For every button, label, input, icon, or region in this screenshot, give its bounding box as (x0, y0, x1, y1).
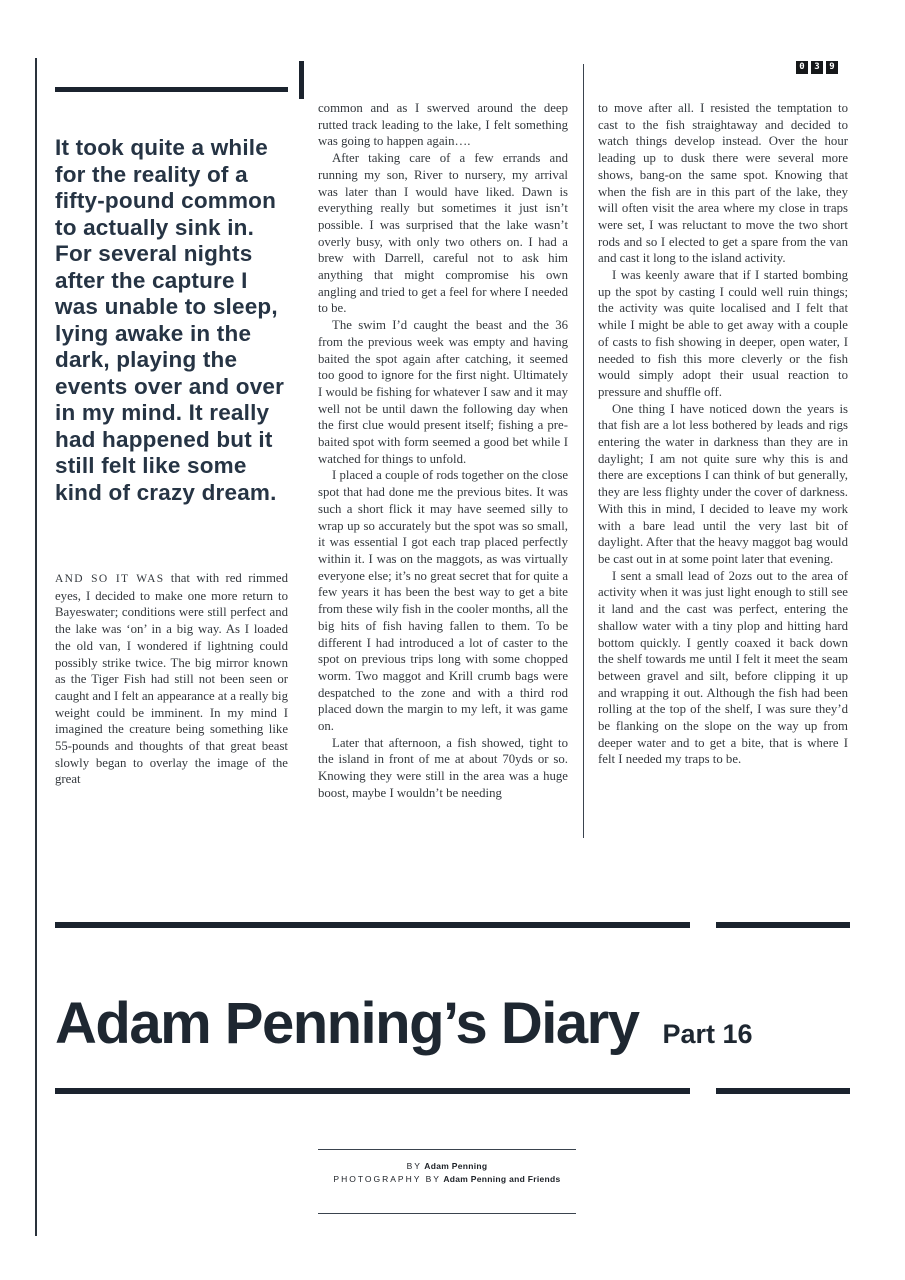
column-divider (583, 64, 584, 838)
byline-bottom-rule (318, 1213, 576, 1214)
right-column (598, 100, 848, 768)
title-bottom-bar-short (716, 1088, 850, 1094)
middle-column (318, 100, 568, 802)
article-paragraph: After taking care of a few errands and running my son, River to nursery, my arrival was later than I would have liked. Dawn is everything really but sometimes it just isn’t possible. I was surprised that the lake wasn’t overly busy, with only two others on. I had a brew with Darrell, careful not to ask him anything that might compromise his own angling and tried to get a feel for where I needed to be. (318, 151, 568, 316)
author-name: Adam Penning (424, 1161, 488, 1171)
title-bottom-bar-long (55, 1088, 690, 1094)
byline-top-rule (318, 1149, 576, 1150)
paragraph-text: that with red rimmed eyes, I decided to make one more return to Bayeswater; conditions were still perfect and the lake was ‘on’ in a big way. As I loaded the old van, I wondered if lightning could possibly strike twice. The big mirror known as the Tiger Fish had still not been seen or caught and I felt an appearance at a really big weight could be imminent. In my mind I imagined the creature being something like 55-pounds and thoughts of that great beast slowly began to overlay the image of the great (55, 571, 288, 787)
left-margin-rule (35, 58, 37, 1236)
article-paragraph: common and as I swerved around the deep rutted track leading to the lake, I felt something was going to happen again…. (318, 101, 568, 149)
title-top-bar-long (55, 922, 690, 928)
byline-photography (318, 1173, 576, 1186)
byline-block (318, 1160, 576, 1186)
part-label: Part 16 (662, 1019, 753, 1049)
article-paragraph: One thing I have noticed down the years is that fish are a lot less bothered by leads and rigs entering the water in darkness than they are in daylight; I am not quite sure why this is and there are exceptions I can think of but generally, they are less flighty under the cover of darkness. With this in mind, I decided to leave my work with a bare lead until the very last bit of daylight. After that the heavy maggot bag would be cast out in at some point later that evening. (598, 401, 848, 566)
article-paragraph: The swim I’d caught the beast and the 36 from the previous week was empty and having baited the spot again after catching, it seemed too good to ignore for the first night. Ultimately I would be fishing for whatever I saw and it may well not be until dawn the following day when the first clue would present itself; fishing a pre-baited spot with form seemed a good bet while I watched for things to unfold. (318, 318, 568, 466)
title-top-bar-short (716, 922, 850, 928)
column-marker-bar (299, 61, 304, 99)
byline-author (318, 1160, 576, 1173)
by-label: BY (406, 1161, 422, 1171)
pull-quote-top-bar (55, 87, 288, 92)
title-block (55, 991, 855, 1056)
article-title: Adam Penning’s Diary (55, 991, 639, 1056)
article-paragraph-lead (55, 570, 288, 788)
article-paragraph: to move after all. I resisted the temptation to cast to the fish straightaway and decided to watch things develop instead. Over the hour leading up to dusk there were several more shows, bang-on the same spot. Knowing that when the fish are in this part of the lake, they will often visit the area where my close in traps were set, I was reluctant to move the two short rods and so I elected to get a spare from the van and cast it long to the island activity. (598, 101, 848, 266)
article-paragraph: I sent a small lead of 2ozs out to the area of activity when it was just light enough to still see it land and the cast was perfect, entering the shallow water with a tiny plop and hitting hard bottom quickly. I gently coaxed it back down the shelf towards me until I felt it meet the seam between gravel and silt, before clipping it up and wrapping it out. Although the fish had been rolling at the top of the shelf, I was sure they’d be flanking on the slope on the way up from deeper water and to get a bite, that is where I felt I needed my traps to be. (598, 568, 848, 767)
page-number-digit: 9 (826, 61, 838, 74)
left-column (55, 87, 288, 788)
article-paragraph: I was keenly aware that if I started bombing up the spot by casting I could well ruin things; the activity was quite localised and I felt that while I might be able to get away with a couple of casts to fish showing in deeper, open water, I needed to fish this more cleverly or the fish would simply adopt their usual reaction to pressure and shuffle off. (598, 268, 848, 399)
photography-label: PHOTOGRAPHY BY (333, 1174, 441, 1184)
article-paragraph: Later that afternoon, a fish showed, tight to the island in front of me at about 70yds or so. Knowing they were still in the area was a huge boost, maybe I wouldn’t be needing (318, 735, 568, 800)
page-number (796, 61, 838, 74)
pull-quote: It took quite a while for the reality of a fifty-pound common to actually sink in. For several nights after the capture I was unable to sleep, lying awake in the dark, playing the events over and over in my mind. It really had happened but it still felt like some kind of crazy dream. (55, 135, 285, 505)
photographer-name: Adam Penning and Friends (443, 1174, 561, 1184)
page-number-digit: 3 (811, 61, 823, 74)
page-number-digit: 0 (796, 61, 808, 74)
lead-in-phrase: AND SO IT WAS (55, 573, 165, 585)
article-paragraph: I placed a couple of rods together on the close spot that had done me the previous bites. It was such a short flick it may have seemed silly to wrap up so accurately but the spot was so small, it was essential I got each trap placed perfectly within it. I was on the maggots, as was virtually everyone else; it’s no great secret that for quite a few years it has been the best way to get a bite from these wily fish in the cooler months, all the big hits of fish having fallen to them. To be different I had introduced a lot of caster to the spot on previous trips long with some chopped worm. Two maggot and Krill crumb bags were despatched to the zone and with a third rod placed down the margin to my left, it was game on. (318, 468, 568, 734)
